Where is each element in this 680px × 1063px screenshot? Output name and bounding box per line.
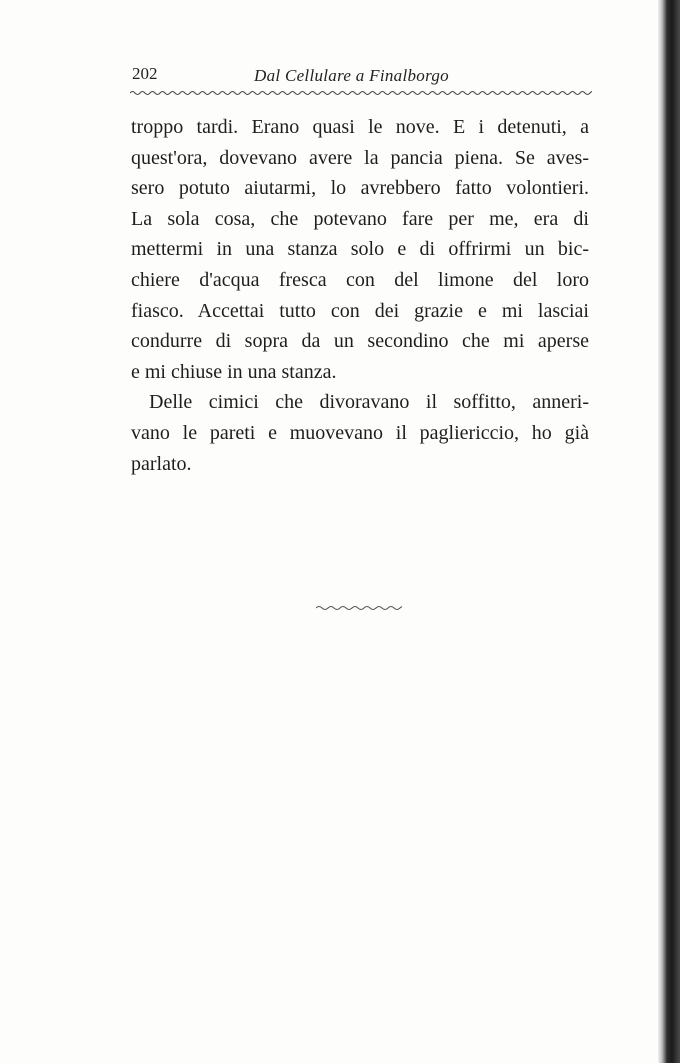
text-line: La sola cosa, che potevano fare per me, era di <box>131 207 589 230</box>
wavy-header-rule <box>130 88 592 98</box>
text-line: quest'ora, dovevano avere la pancia piena. Se aves- <box>131 146 589 169</box>
text-line: Delle cimici che divoravano il soffitto, anneri- <box>149 391 589 414</box>
scan-edge <box>658 0 680 1063</box>
running-title: Dal Cellulare a Finalborgo <box>254 66 449 85</box>
text-line: fiasco. Accettai tutto con dei grazie e mi lasciai <box>131 299 589 322</box>
running-header <box>132 60 592 90</box>
text-line: chiere d'acqua fresca con del limone del loro <box>131 268 589 291</box>
page-number: 202 <box>132 64 158 83</box>
text-line: condurre di sopra da un secondino che mi aperse <box>131 330 589 353</box>
text-line: e mi chiuse in una stanza. <box>131 360 337 383</box>
text-line: troppo tardi. Erano quasi le nove. E i detenuti, a <box>131 116 589 138</box>
body-text <box>131 112 589 479</box>
paragraph-1 <box>131 112 589 387</box>
section-end-ornament <box>316 602 402 614</box>
text-line: sero potuto aiutarmi, lo avrebbero fatto volontieri. <box>131 177 589 200</box>
text-line: vano le pareti e muovevano il pagliericcio, ho già <box>131 421 589 444</box>
paragraph-2 <box>131 387 589 479</box>
text-line: parlato. <box>131 452 192 475</box>
text-line: mettermi in una stanza solo e di offrirmi un bic- <box>131 238 589 261</box>
